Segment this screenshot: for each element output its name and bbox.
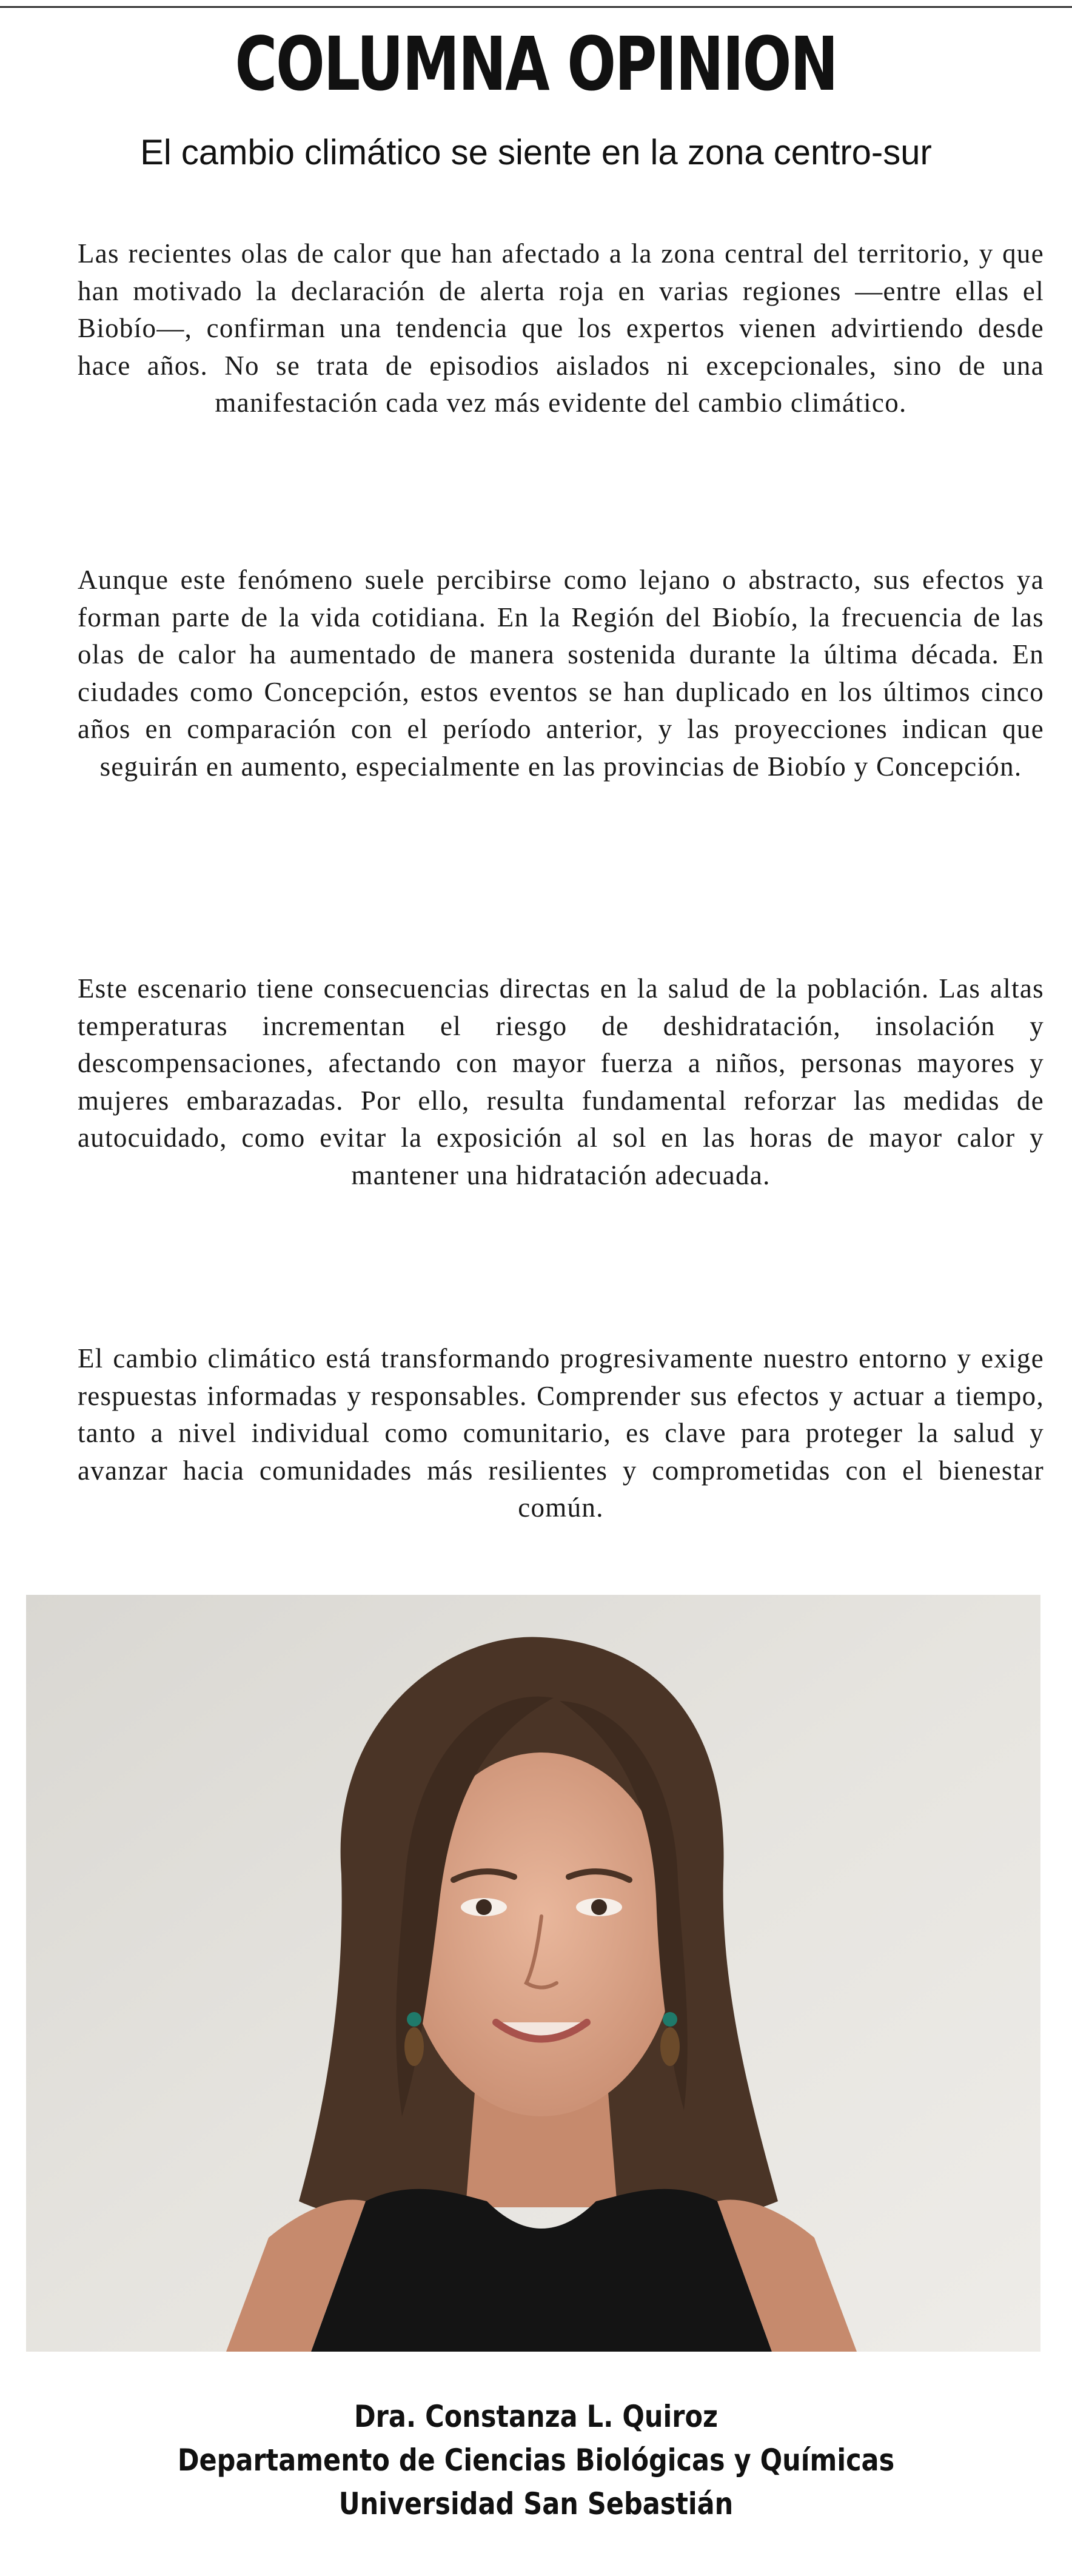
author-name: Dra. Constanza L. Quiroz [353,2399,719,2434]
portrait-illustration [26,1595,1040,2352]
paragraph: Aunque este fenómeno suele percibirse como lejano o abstracto, sus efectos ya forman parte de la vida cotidiana. En la Región del Biobío, la frecuencia de las olas de calor ha aumentado de manera sostenida durante la última década. En ciudades como Concepción, estos eventos se han duplicado en los últimos cinco años en comparación con el período anterior, y las proyecciones indican que seguirán en aumento, especialmente en las provincias de Biobío y Concepción. [78,565,1044,782]
author-university: Universidad San Sebastián [338,2486,734,2521]
author-photo [26,1595,1040,2352]
top-rule [0,6,1072,8]
column-label: COLUMNA OPINION [235,21,837,107]
paragraph: Las recientes olas de calor que han afectado a la zona central del territorio, y que han motivado la declaración de alerta roja en varias regiones —entre ellas el Biobío—, confirman una tendencia que los expertos vienen advirtiendo desde hace años. No se trata de episodios aislados ni excepcionales, sino de una manifestación cada vez más evidente del cambio climático. [78,238,1044,418]
author-department: Departamento de Ciencias Biológicas y Químicas [177,2443,895,2478]
paragraph: Este escenario tiene consecuencias directas en la salud de la población. Las altas temperaturas incrementan el riesgo de deshidratación, insolación y descompensaciones, afectando con mayor fuerza a niños, personas mayores y mujeres embarazadas. Por ello, resulta fundamental reforzar las medidas de autocuidado, como evitar la exposición al sol en las horas de mayor calor y mantener una hidratación adecuada. [78,973,1044,1190]
paragraph: El cambio climático está transformando progresivamente nuestro entorno y exige respuestas informadas y responsables. Comprender sus efectos y actuar a tiempo, tanto a nivel individual como comunitario, es clave para proteger la salud y avanzar hacia comunidades más resilientes y comprometidas con el bienestar común. [78,1343,1044,1523]
article-title: El cambio climático se siente en la zona centro-sur [140,133,932,172]
